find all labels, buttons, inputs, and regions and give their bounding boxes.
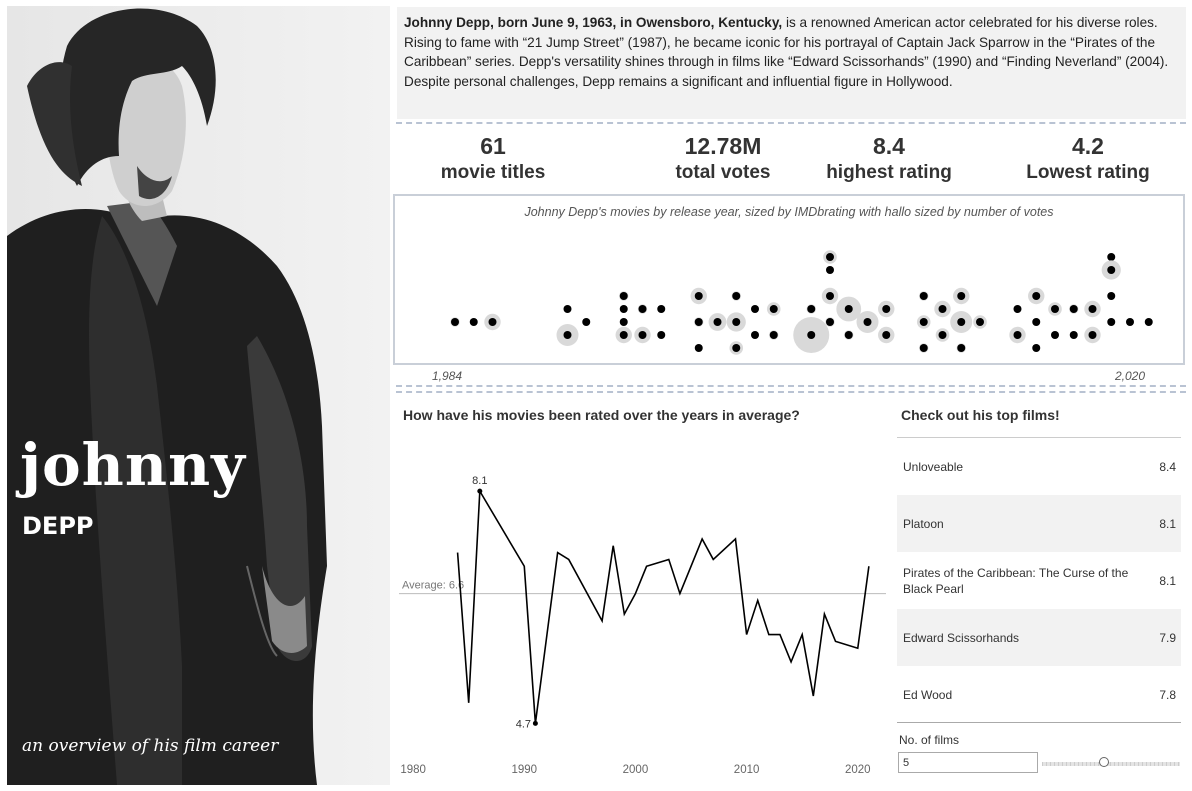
- movie-dot[interactable]: [1107, 253, 1115, 261]
- movie-dot[interactable]: [882, 331, 890, 339]
- movie-dot[interactable]: [564, 305, 572, 313]
- movie-dot[interactable]: [1070, 331, 1078, 339]
- movie-dot[interactable]: [807, 305, 815, 313]
- movie-dot[interactable]: [620, 318, 628, 326]
- kpi-lowest-rating: [1022, 132, 1154, 186]
- movie-dot[interactable]: [620, 292, 628, 300]
- movie-dot[interactable]: [826, 266, 834, 274]
- movie-dot[interactable]: [564, 331, 572, 339]
- movie-dot[interactable]: [807, 331, 815, 339]
- movie-dot[interactable]: [920, 344, 928, 352]
- annotation-point: [477, 489, 482, 494]
- movie-dot[interactable]: [732, 292, 740, 300]
- movie-dot[interactable]: [957, 292, 965, 300]
- annotation-label: 4.7: [515, 718, 532, 731]
- movie-dot[interactable]: [695, 292, 703, 300]
- movie-dot[interactable]: [620, 331, 628, 339]
- movie-dot[interactable]: [1051, 305, 1059, 313]
- list-item[interactable]: [897, 609, 1181, 666]
- kpi-movie-titles: [440, 132, 546, 186]
- movie-dot[interactable]: [845, 305, 853, 313]
- timeline-chart: [393, 194, 1185, 365]
- movie-dot[interactable]: [920, 292, 928, 300]
- movie-dot[interactable]: [639, 331, 647, 339]
- kpi-value: 4.2: [1072, 133, 1104, 159]
- movie-dot[interactable]: [714, 318, 722, 326]
- film-rating: 8.4: [1159, 459, 1176, 474]
- movie-dot[interactable]: [1032, 318, 1040, 326]
- divider: [396, 391, 1186, 393]
- kpi-value: 61: [480, 133, 506, 159]
- movie-dot[interactable]: [957, 318, 965, 326]
- movie-dot[interactable]: [1014, 331, 1022, 339]
- kpi-label: highest rating: [826, 162, 952, 183]
- film-title: Ed Wood: [903, 687, 953, 702]
- movie-dot[interactable]: [657, 305, 665, 313]
- movie-dot[interactable]: [639, 305, 647, 313]
- movie-dot[interactable]: [1107, 266, 1115, 274]
- movie-dot[interactable]: [470, 318, 478, 326]
- film-rating: 7.9: [1159, 630, 1176, 645]
- name-first: johnny: [20, 431, 246, 499]
- movie-dot[interactable]: [657, 331, 665, 339]
- bio-body: is a renowned American actor celebrated for his diverse roles. Rising to fame with “21 Jump Street” (1987), he became iconic for his portrayal of Captain Jack Sparrow in the “Pirates of the Caribbean” series. Depp's versatility shines through in films like “Edward Scissorhands” (1990) and “Finding Neverland” (2004). Despite personal challenges, Depp remains a significant and influential figure in Hollywood.: [404, 15, 1169, 89]
- name-last: DEPP: [22, 512, 94, 540]
- average-label: Average: 6.6: [402, 579, 465, 592]
- list-item[interactable]: [897, 666, 1181, 723]
- movie-dot[interactable]: [826, 292, 834, 300]
- film-rating: 7.8: [1159, 687, 1176, 702]
- movie-dot[interactable]: [770, 331, 778, 339]
- x-tick-label: 1980: [400, 764, 426, 776]
- kpi-value: 12.78M: [684, 133, 762, 159]
- movie-dot[interactable]: [751, 305, 759, 313]
- movie-dot[interactable]: [1126, 318, 1134, 326]
- film-title: Edward Scissorhands: [903, 630, 1020, 645]
- kpi-total-votes: [668, 132, 778, 186]
- movie-dot[interactable]: [826, 318, 834, 326]
- list-item[interactable]: [897, 438, 1181, 495]
- movie-dot[interactable]: [732, 344, 740, 352]
- portrait-image: [7, 6, 390, 785]
- timeline-axis-max: 2,020: [1115, 369, 1146, 383]
- kpi-value: 8.4: [873, 133, 905, 159]
- x-tick-label: 2010: [733, 764, 760, 776]
- line-chart: [396, 432, 890, 782]
- movie-dot[interactable]: [939, 331, 947, 339]
- bio-text: [397, 7, 1186, 119]
- movie-dot[interactable]: [1070, 305, 1078, 313]
- movie-dot[interactable]: [770, 305, 778, 313]
- top-films-list: [897, 437, 1181, 723]
- film-title: Unloveable: [903, 459, 964, 474]
- movie-dot[interactable]: [489, 318, 497, 326]
- movie-dot[interactable]: [451, 318, 459, 326]
- x-tick-label: 2020: [844, 764, 871, 776]
- movie-dot[interactable]: [695, 318, 703, 326]
- movie-dot[interactable]: [1014, 305, 1022, 313]
- annotation-label: 8.1: [472, 475, 488, 488]
- timeline-title: Johnny Depp's movies by release year, sized by IMDbrating with hallo sized by number of votes: [524, 205, 1054, 219]
- movie-dot[interactable]: [1145, 318, 1153, 326]
- films-count-slider[interactable]: [1042, 762, 1180, 766]
- divider: [396, 385, 1186, 387]
- movie-dot[interactable]: [751, 331, 759, 339]
- divider: [396, 122, 1186, 124]
- films-count-label: No. of films: [899, 733, 960, 747]
- movie-dot[interactable]: [695, 344, 703, 352]
- movie-dot[interactable]: [882, 305, 890, 313]
- movie-dot[interactable]: [864, 318, 872, 326]
- movie-dot[interactable]: [1107, 292, 1115, 300]
- movie-dot[interactable]: [1032, 344, 1040, 352]
- list-item[interactable]: [897, 495, 1181, 552]
- film-title: Platoon: [903, 516, 944, 531]
- movie-dot[interactable]: [582, 318, 590, 326]
- kpi-label: movie titles: [440, 162, 546, 183]
- movie-dot[interactable]: [845, 331, 853, 339]
- movie-dot[interactable]: [732, 318, 740, 326]
- movie-dot[interactable]: [957, 344, 965, 352]
- bio-lead: Johnny Depp, born June 9, 1963, in Owensboro, Kentucky,: [404, 15, 783, 30]
- movie-dot[interactable]: [1089, 305, 1097, 313]
- movie-dot[interactable]: [1032, 292, 1040, 300]
- movie-dot[interactable]: [939, 305, 947, 313]
- line-chart-title: How have his movies been rated over the years in average?: [403, 407, 800, 423]
- x-tick-label: 1990: [511, 764, 538, 776]
- divider: [897, 722, 1181, 723]
- top-films-title: Check out his top films!: [901, 407, 1060, 423]
- movie-dot[interactable]: [1051, 331, 1059, 339]
- timeline-axis-min: 1,984: [432, 369, 463, 383]
- films-count-input[interactable]: [898, 752, 1038, 773]
- annotation-point: [533, 721, 538, 726]
- movie-dot[interactable]: [826, 253, 834, 261]
- portrait-panel: [7, 6, 390, 785]
- movie-dot[interactable]: [1089, 331, 1097, 339]
- film-rating: 8.1: [1159, 573, 1176, 588]
- movie-dot[interactable]: [920, 318, 928, 326]
- film-rating: 8.1: [1159, 516, 1176, 531]
- film-title: Pirates of the Caribbean: The Curse of the Black Pearl: [903, 565, 1129, 596]
- kpi-label: total votes: [675, 162, 771, 183]
- movie-dot[interactable]: [1107, 318, 1115, 326]
- movie-dot[interactable]: [620, 305, 628, 313]
- tagline: an overview of his film career: [22, 736, 279, 756]
- rating-line: [458, 491, 869, 723]
- timeline-svg: [395, 196, 1183, 363]
- list-item[interactable]: [897, 552, 1181, 609]
- kpi-highest-rating: [820, 132, 958, 186]
- movie-dot[interactable]: [976, 318, 984, 326]
- kpi-label: Lowest rating: [1026, 162, 1150, 183]
- x-tick-label: 2000: [622, 764, 649, 776]
